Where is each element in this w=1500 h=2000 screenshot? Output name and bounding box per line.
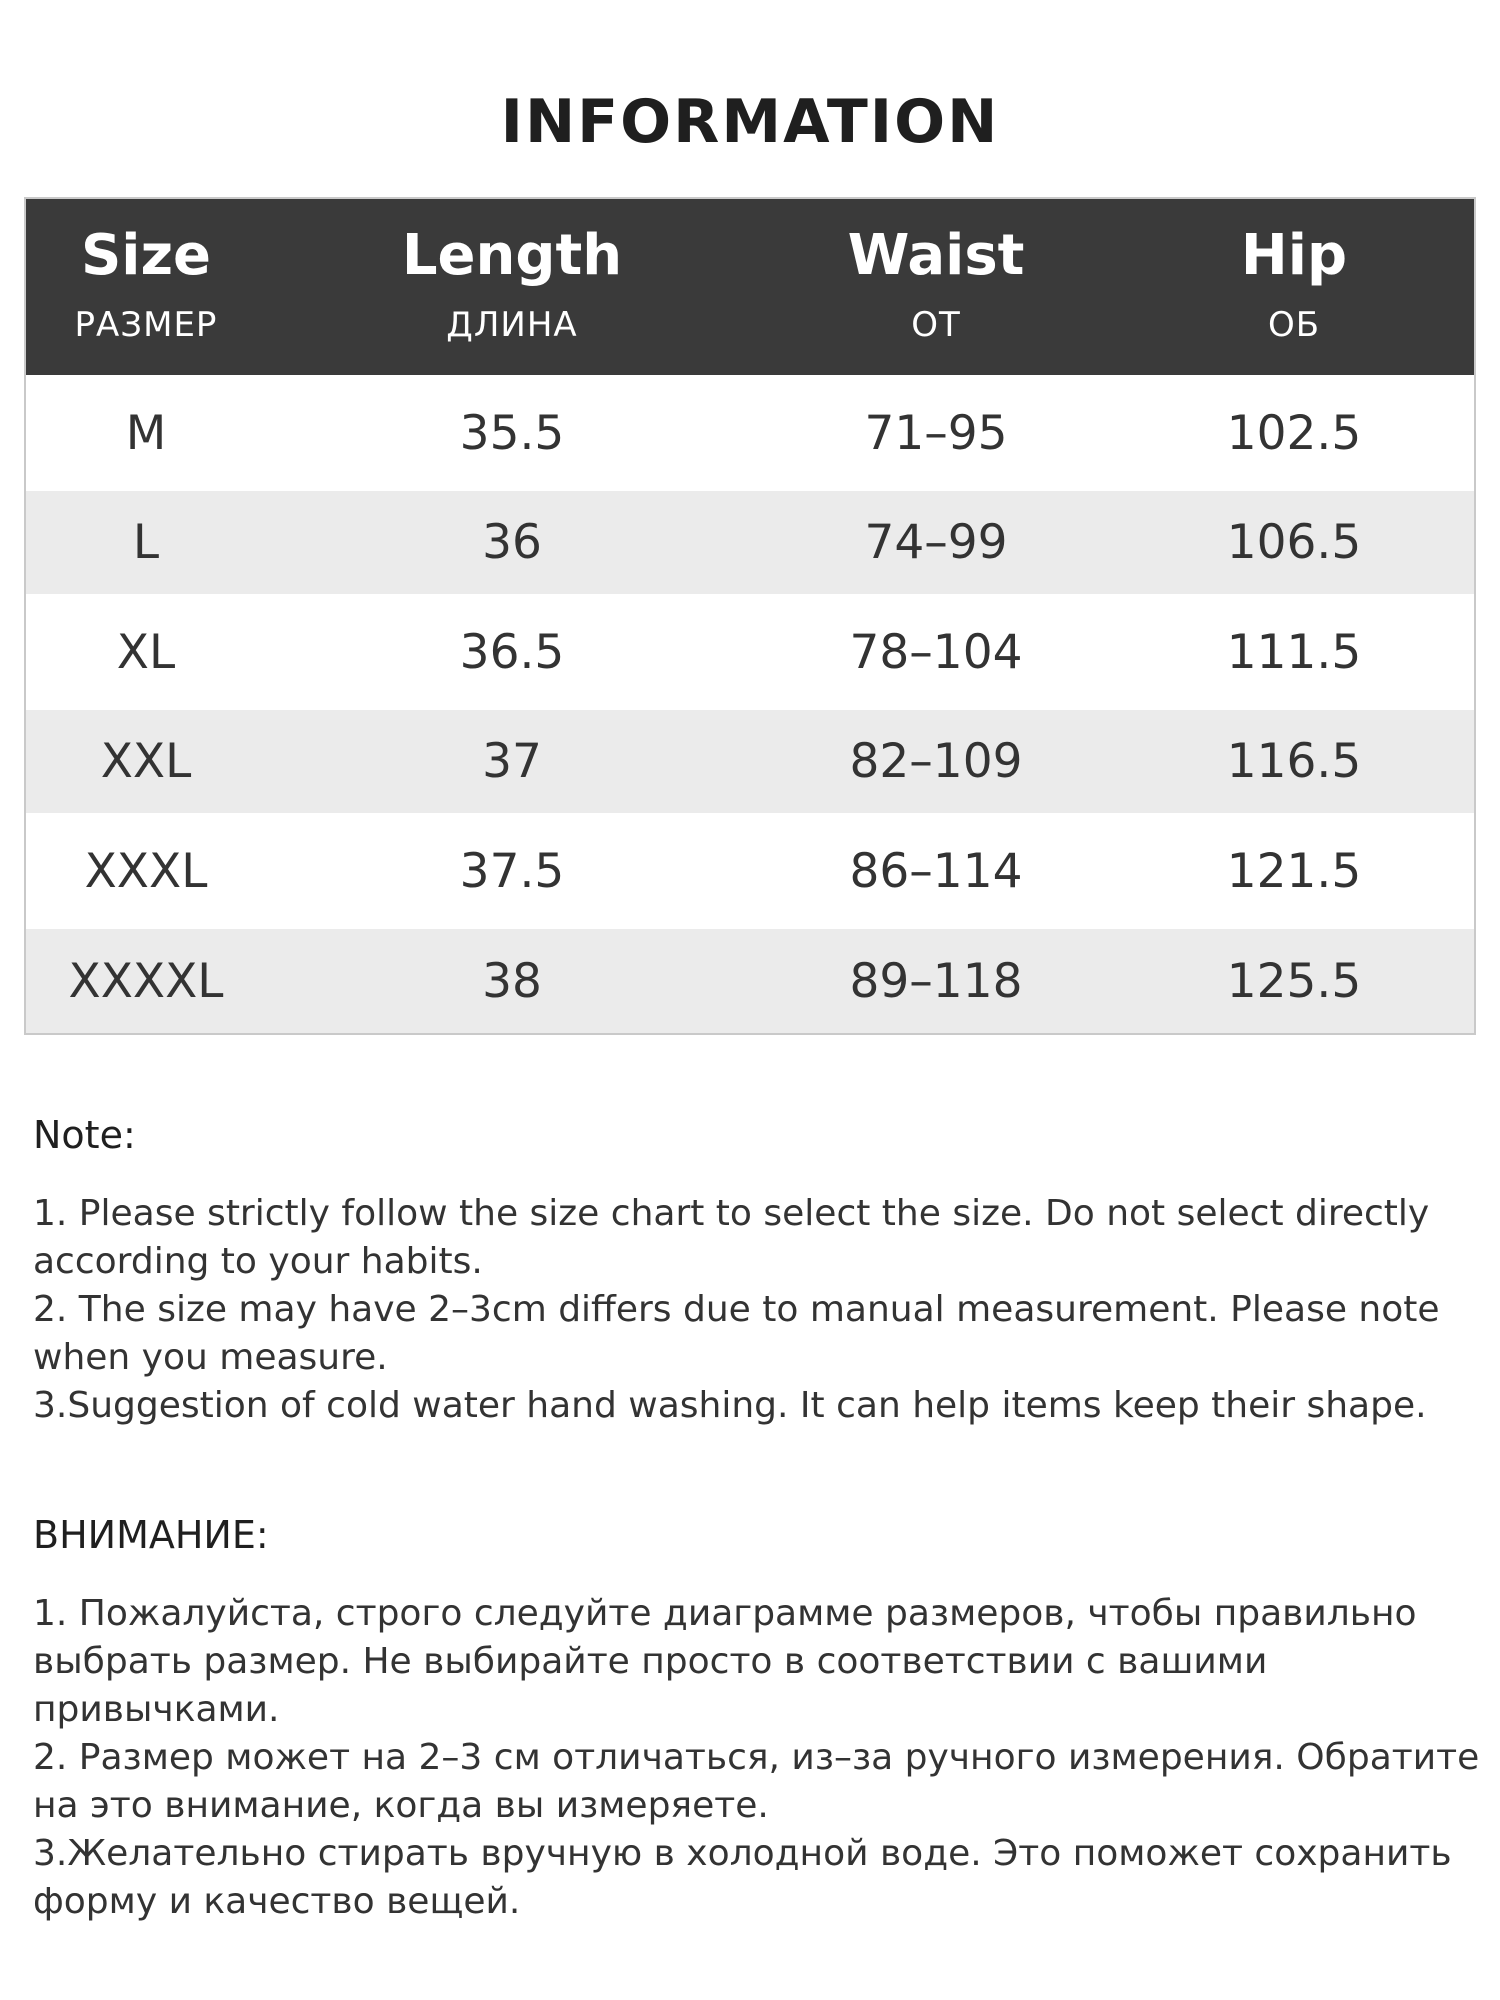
length-cell: 37 — [482, 734, 542, 789]
header-size — [26, 199, 266, 375]
header-size-label: Size — [80, 223, 212, 288]
size-cell: L — [132, 515, 160, 570]
table-header-row — [26, 199, 1474, 375]
waist-cell: 82–109 — [849, 734, 1023, 789]
note-section-ru — [33, 1510, 1480, 1926]
hip-cell: 102.5 — [1226, 405, 1362, 461]
note-line: 2. The size may have 2–3cm differs due to manual measurement. Please note — [33, 1289, 1440, 1330]
header-length — [266, 199, 758, 375]
length-cell: 37.5 — [459, 843, 565, 899]
note-line: 1. Пожалуйста, строго следуйте диаграмме размеров, чтобы правильно — [33, 1593, 1417, 1634]
table-row — [26, 594, 1474, 710]
waist-cell: 71–95 — [864, 405, 1008, 461]
header-waist-label: Waist — [847, 223, 1025, 288]
size-chart-table — [24, 197, 1476, 1035]
table-row — [26, 375, 1474, 491]
note-line: according to your habits. — [33, 1241, 483, 1282]
note-line: 3.Желательно стирать вручную в холодной воде. Это поможет сохранить — [33, 1833, 1452, 1874]
note-line: 3.Suggestion of cold water hand washing. It can help items keep their shape. — [33, 1385, 1427, 1426]
length-cell: 38 — [482, 953, 542, 1009]
waist-cell: 78–104 — [849, 624, 1023, 680]
hip-cell: 106.5 — [1226, 515, 1362, 570]
header-size-label-ru: РАЗМЕР — [74, 305, 218, 345]
table-row — [26, 491, 1474, 594]
size-cell: M — [125, 405, 167, 461]
note-line: выбрать размер. Не выбирайте просто в соответствии с вашими — [33, 1641, 1268, 1682]
size-cell: XXL — [100, 734, 192, 789]
waist-cell: 86–114 — [849, 843, 1023, 899]
note-line: 1. Please strictly follow the size chart to select the size. Do not select directly — [33, 1193, 1430, 1234]
waist-cell: 89–118 — [849, 953, 1023, 1009]
size-cell: XXXL — [84, 843, 208, 899]
header-length-label: Length — [401, 223, 623, 288]
size-cell: XXXXL — [68, 953, 224, 1009]
note-line: форму и качество вещей. — [33, 1881, 521, 1922]
note-line: на это внимание, когда вы измеряете. — [33, 1785, 769, 1826]
header-waist-label-ru: ОТ — [911, 305, 961, 345]
table-row — [26, 710, 1474, 813]
waist-cell: 74–99 — [864, 515, 1008, 570]
hip-cell: 116.5 — [1226, 734, 1362, 789]
header-hip-label-ru: ОБ — [1267, 305, 1321, 345]
header-waist — [758, 199, 1114, 375]
hip-cell: 125.5 — [1226, 953, 1362, 1009]
size-cell: XL — [116, 624, 176, 680]
header-length-label-ru: ДЛИНА — [446, 305, 578, 345]
note-heading-en: Note: — [33, 1113, 136, 1157]
note-section-en — [33, 1110, 1473, 1430]
page-title: INFORMATION — [500, 87, 1000, 157]
note-line: 2. Размер может на 2–3 см отличаться, из–за ручного измерения. Обратите — [33, 1737, 1480, 1778]
hip-cell: 111.5 — [1226, 624, 1362, 680]
note-line: when you measure. — [33, 1337, 388, 1378]
hip-cell: 121.5 — [1226, 843, 1362, 899]
header-hip-label: Hip — [1240, 223, 1348, 288]
note-heading-ru: ВНИМАНИЕ: — [33, 1513, 269, 1557]
length-cell: 36.5 — [459, 624, 565, 680]
note-line: привычками. — [33, 1689, 280, 1730]
table-row — [26, 929, 1474, 1033]
length-cell: 35.5 — [459, 405, 565, 461]
header-hip — [1114, 199, 1474, 375]
table-row — [26, 813, 1474, 929]
length-cell: 36 — [482, 515, 542, 570]
